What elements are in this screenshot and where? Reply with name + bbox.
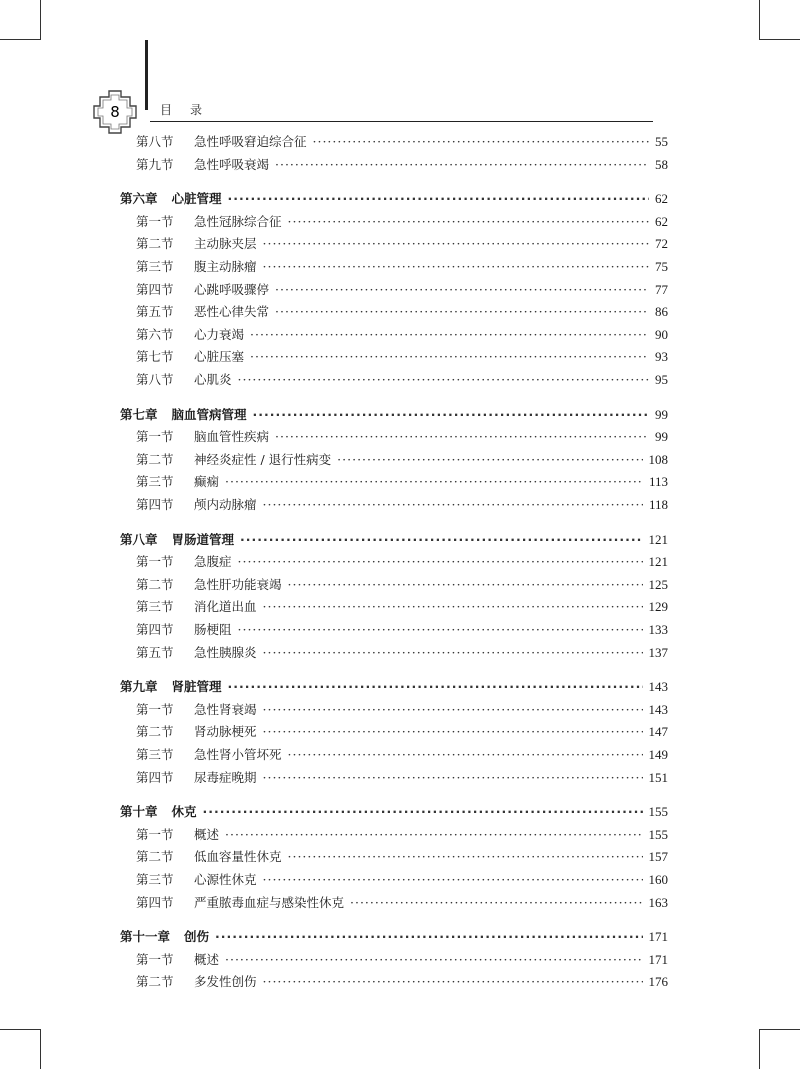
toc-entry-label: [120, 279, 269, 301]
chapter-title: 肾脏管理: [171, 679, 222, 695]
section-number: 第一节: [136, 826, 174, 842]
dot-leader: [263, 767, 643, 789]
toc-section-row[interactable]: [120, 256, 668, 278]
toc-section-row[interactable]: [120, 233, 668, 255]
section-title: 急腹症: [194, 554, 232, 570]
page-reference: 86: [655, 304, 668, 320]
dot-leader: [250, 324, 649, 346]
toc-section-row[interactable]: [120, 596, 668, 618]
dot-leader: [263, 494, 643, 516]
dot-leader: [263, 256, 649, 278]
section-number: 第四节: [136, 894, 174, 910]
toc-entry-label: [120, 596, 257, 618]
toc-chapter-row[interactable]: [120, 529, 668, 551]
page-reference: 143: [648, 701, 668, 717]
section-number: 第三节: [136, 747, 174, 762]
toc-section-row[interactable]: [120, 301, 668, 323]
section-number: 第二节: [136, 576, 174, 592]
toc-entry-label: [120, 767, 257, 789]
page-reference: 157: [648, 849, 668, 865]
dot-leader: [225, 471, 643, 493]
dot-leader: [350, 892, 642, 914]
toc-entry-label: [120, 642, 257, 664]
section-title: 概述: [194, 951, 220, 967]
chapter-number: 第六章: [120, 191, 158, 207]
section-title: 腹主动脉瘤: [194, 259, 257, 274]
toc-entry-label: [120, 233, 257, 255]
toc-section-row[interactable]: [120, 471, 668, 493]
toc-entry-label: [120, 211, 282, 233]
page-reference: 121: [648, 531, 668, 547]
toc-entry-label: [120, 971, 257, 993]
chapter-title: 创伤: [184, 929, 210, 945]
toc-section-row[interactable]: [120, 131, 668, 153]
toc-section-row[interactable]: [120, 154, 668, 176]
section-number: 第四节: [136, 622, 174, 637]
toc-section-row[interactable]: [120, 551, 668, 573]
section-title: 癫痫: [194, 474, 220, 490]
toc-chapter-row[interactable]: [120, 801, 668, 823]
section-title: 急性冠脉综合征: [194, 213, 282, 229]
dot-leader: [337, 449, 642, 471]
toc-entry-label: [120, 721, 257, 743]
toc-entry-label: [120, 846, 282, 868]
page-reference: 93: [655, 349, 668, 365]
dot-leader: [288, 211, 649, 233]
section-title: 急性肝功能衰竭: [194, 576, 282, 592]
section-number: 第九节: [136, 156, 174, 172]
toc-entry-label: [120, 426, 269, 448]
section-number: 第五节: [136, 304, 174, 320]
toc-entry-label: [120, 449, 331, 471]
page-reference: 151: [648, 769, 668, 785]
toc-entry-label: [120, 869, 257, 891]
section-title: 主动脉夹层: [194, 236, 257, 252]
toc-section-row[interactable]: [120, 721, 668, 743]
chapter-title: 休克: [171, 804, 197, 820]
section-title: 急性肾小管坏死: [194, 747, 282, 762]
crop-mark: [760, 1029, 800, 1030]
section-number: 第三节: [136, 599, 174, 615]
page-reference: 149: [648, 747, 668, 762]
toc-entry-label: [120, 949, 219, 971]
section-title: 肾动脉梗死: [194, 724, 257, 740]
section-title: 尿毒症晚期: [194, 769, 257, 785]
section-title: 神经炎症性 / 退行性病变: [194, 451, 332, 467]
toc-entry-label: [120, 301, 269, 323]
page-reference: 133: [648, 622, 668, 637]
dot-leader: [288, 846, 643, 868]
toc-entry-label: [120, 471, 219, 493]
toc-section-row[interactable]: [120, 824, 668, 846]
section-title: 颅内动脉瘤: [194, 497, 257, 512]
toc-entry-label: [120, 404, 247, 426]
toc-entry-label: [120, 824, 219, 846]
toc-entry-label: [120, 494, 257, 516]
section-title: 低血容量性休克: [194, 849, 282, 865]
section-title: 消化道出血: [194, 599, 257, 615]
crop-mark: [759, 1029, 760, 1069]
page-reference: 55: [655, 134, 668, 149]
section-number: 第二节: [136, 724, 174, 740]
toc-entry-label: [120, 551, 232, 573]
toc-section-row[interactable]: [120, 279, 668, 301]
chapter-number: 第九章: [120, 679, 158, 695]
section-title: 心力衰竭: [194, 326, 245, 342]
chapter-title: 脑血管病管理: [171, 406, 247, 422]
dot-leader: [263, 642, 643, 664]
page-reference: 137: [648, 644, 668, 660]
page-reference: 176: [648, 974, 668, 990]
section-number: 第八节: [136, 134, 174, 149]
page-reference: 62: [655, 213, 668, 229]
toc-section-row[interactable]: [120, 699, 668, 721]
section-number: 第二节: [136, 849, 174, 865]
dot-leader: [250, 346, 649, 368]
page-reference: 108: [648, 451, 668, 467]
dot-leader: [203, 801, 643, 823]
toc-chapter-row[interactable]: [120, 676, 668, 698]
section-title: 急性呼吸衰竭: [194, 156, 270, 172]
crop-mark: [760, 39, 800, 40]
toc-section-row[interactable]: [120, 744, 668, 766]
section-number: 第一节: [136, 951, 174, 967]
page-reference: 75: [655, 259, 668, 274]
dot-leader: [263, 971, 643, 993]
toc-entry-label: [120, 676, 222, 698]
dot-leader: [275, 426, 649, 448]
page-reference: 155: [648, 804, 668, 820]
section-number: 第一节: [136, 554, 174, 570]
toc-section-row[interactable]: [120, 369, 668, 391]
section-title: 急性呼吸窘迫综合征: [194, 134, 307, 149]
crop-mark: [40, 1029, 41, 1069]
toc-entry-label: [120, 131, 307, 153]
dot-leader: [253, 404, 649, 426]
section-number: 第五节: [136, 644, 174, 660]
toc-section-row[interactable]: [120, 324, 668, 346]
toc-entry-label: [120, 256, 257, 278]
dot-leader: [275, 301, 649, 323]
toc-chapter-row[interactable]: [120, 188, 668, 210]
toc-entry-label: [120, 346, 244, 368]
dot-leader: [263, 869, 643, 891]
section-title: 心脏压塞: [194, 349, 245, 365]
section-title: 急性胰腺炎: [194, 644, 257, 660]
dot-leader: [263, 233, 649, 255]
section-number: 第一节: [136, 429, 174, 445]
page-reference: 143: [648, 679, 668, 695]
toc-section-row[interactable]: [120, 869, 668, 891]
dot-leader: [288, 744, 643, 766]
chapter-title: 心脏管理: [171, 191, 222, 207]
dot-leader: [263, 596, 643, 618]
toc-section-row[interactable]: [120, 494, 668, 516]
toc-section-row[interactable]: [120, 846, 668, 868]
dot-leader: [263, 721, 643, 743]
toc-entry-label: [120, 369, 232, 391]
dot-leader: [215, 926, 642, 948]
dot-leader: [238, 551, 643, 573]
toc-entry-label: [120, 154, 269, 176]
dot-leader: [313, 131, 649, 153]
chapter-number: 第十章: [120, 804, 158, 820]
section-title: 恶性心律失常: [194, 304, 270, 320]
section-title: 心源性休克: [194, 872, 257, 887]
toc-section-row[interactable]: [120, 971, 668, 993]
header-title: 目录: [160, 103, 221, 117]
page-reference: 99: [655, 429, 668, 445]
section-number: 第三节: [136, 474, 174, 490]
dot-leader: [288, 574, 643, 596]
page-reference: 121: [648, 554, 668, 570]
page-reference: 90: [655, 326, 668, 342]
page-reference: 171: [648, 929, 668, 945]
dot-leader: [228, 676, 643, 698]
toc-section-row[interactable]: [120, 949, 668, 971]
dot-leader: [263, 699, 643, 721]
dot-leader: [238, 619, 643, 641]
section-title: 严重脓毒血症与感染性休克: [194, 894, 345, 910]
page-reference: 163: [648, 894, 668, 910]
toc-section-row[interactable]: [120, 767, 668, 789]
dot-leader: [275, 279, 649, 301]
chapter-number: 第七章: [120, 406, 158, 422]
section-number: 第一节: [136, 701, 174, 717]
section-number: 第八节: [136, 372, 174, 387]
toc-section-row[interactable]: [120, 642, 668, 664]
section-number: 第三节: [136, 872, 174, 887]
page-reference: 113: [648, 474, 668, 490]
section-title: 多发性创伤: [194, 974, 257, 990]
section-title: 心肌炎: [194, 372, 232, 387]
page-reference: 118: [648, 497, 668, 512]
toc-section-row[interactable]: [120, 892, 668, 914]
crop-mark: [759, 0, 760, 40]
page-reference: 171: [648, 951, 668, 967]
dot-leader: [228, 188, 649, 210]
page-reference: 155: [648, 826, 668, 842]
section-number: 第一节: [136, 213, 174, 229]
section-number: 第二节: [136, 974, 174, 990]
dot-leader: [240, 529, 642, 551]
page-reference: 62: [655, 191, 668, 207]
toc-entry-label: [120, 574, 282, 596]
toc-section-row[interactable]: [120, 426, 668, 448]
toc-entry-label: [120, 324, 244, 346]
section-title: 脑血管性疾病: [194, 429, 270, 445]
toc-section-row[interactable]: [120, 346, 668, 368]
page-reference: 58: [655, 156, 668, 172]
page-reference: 99: [655, 406, 668, 422]
dot-leader: [275, 154, 649, 176]
section-number: 第三节: [136, 259, 174, 274]
header-divider: [150, 121, 653, 122]
toc-entry-label: [120, 529, 234, 551]
toc-section-row[interactable]: [120, 211, 668, 233]
section-title: 急性肾衰竭: [194, 701, 257, 717]
dot-leader: [225, 949, 642, 971]
page-reference: 95: [655, 372, 668, 387]
section-number: 第二节: [136, 236, 174, 252]
crop-mark: [0, 1029, 40, 1030]
page-reference: 129: [648, 599, 668, 615]
dot-leader: [225, 824, 642, 846]
toc-entry-label: [120, 188, 222, 210]
chapter-number: 第八章: [120, 531, 158, 547]
toc-chapter-row[interactable]: [120, 404, 668, 426]
page-reference: 160: [648, 872, 668, 887]
page-number: 8: [110, 103, 120, 121]
crop-mark: [40, 0, 41, 40]
crop-mark: [0, 39, 40, 40]
section-number: 第四节: [136, 281, 174, 297]
toc-entry-label: [120, 892, 344, 914]
section-number: 第六节: [136, 326, 174, 342]
toc-section-row[interactable]: [120, 619, 668, 641]
toc-entry-label: [120, 744, 282, 766]
section-number: 第四节: [136, 497, 174, 512]
section-title: 心跳呼吸骤停: [194, 281, 270, 297]
toc-section-row[interactable]: [120, 574, 668, 596]
dot-leader: [238, 369, 649, 391]
section-number: 第七节: [136, 349, 174, 365]
page-reference: 77: [655, 281, 668, 297]
page-reference: 72: [655, 236, 668, 252]
section-title: 概述: [194, 826, 220, 842]
toc-entry-label: [120, 801, 197, 823]
toc-section-row[interactable]: [120, 449, 668, 471]
page-reference: 125: [648, 576, 668, 592]
section-number: 第二节: [136, 451, 174, 467]
section-number: 第四节: [136, 769, 174, 785]
page-reference: 147: [648, 724, 668, 740]
toc-entry-label: [120, 619, 232, 641]
chapter-number: 第十一章: [120, 929, 171, 945]
header-vertical-rule: [145, 40, 148, 110]
toc-entry-label: [120, 926, 209, 948]
section-title: 肠梗阻: [194, 622, 232, 637]
chapter-title: 胃肠道管理: [171, 531, 235, 547]
toc-chapter-row[interactable]: [120, 926, 668, 948]
toc-entry-label: [120, 699, 257, 721]
